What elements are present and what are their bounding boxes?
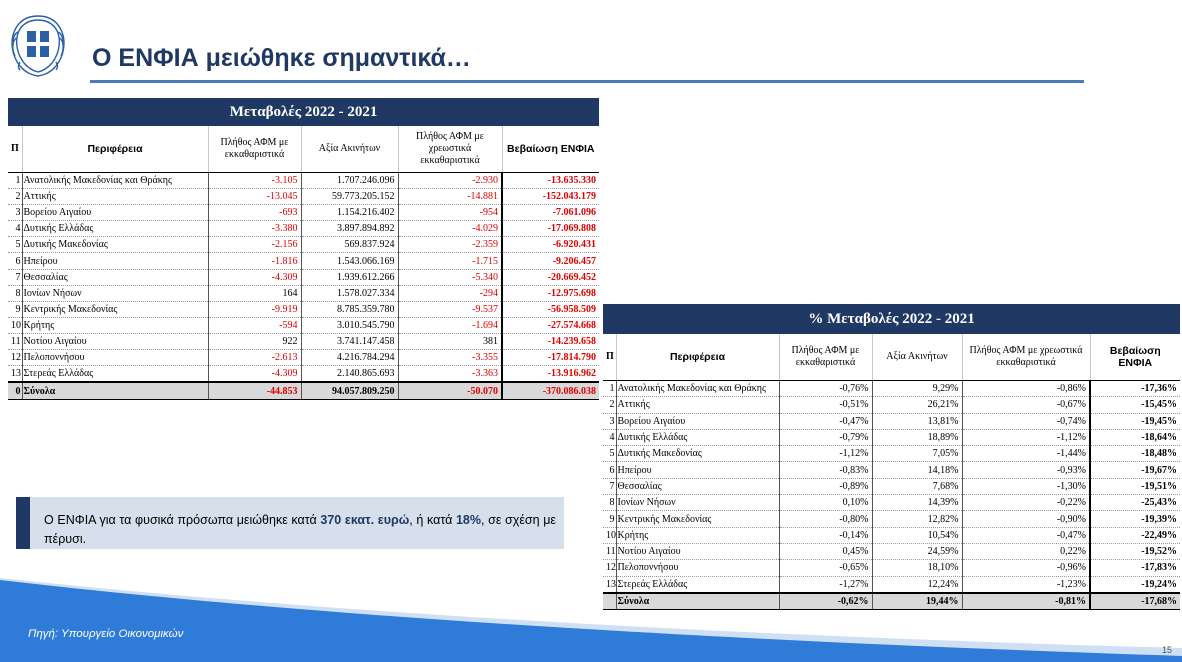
- value-cell: -0,65%: [779, 560, 872, 576]
- value-cell: -1,27%: [779, 576, 872, 593]
- table-row: [603, 511, 1180, 527]
- value-cell: -1,44%: [962, 446, 1090, 462]
- region-name: Νοτίου Αιγαίου: [616, 543, 779, 559]
- total-cell: -0,81%: [962, 593, 1090, 610]
- value-cell: -13.635.330: [502, 173, 599, 189]
- value-cell: 24,59%: [872, 543, 962, 559]
- column-header: Πλήθος ΑΦΜ με χρεωστικά εκκαθαριστικά: [962, 334, 1090, 381]
- value-cell: -15,45%: [1090, 397, 1180, 413]
- table-row: [8, 173, 599, 189]
- value-cell: -19,52%: [1090, 543, 1180, 559]
- value-cell: 18,89%: [872, 429, 962, 445]
- value-cell: -13.916.962: [502, 366, 599, 383]
- region-name: Δυτικής Ελλάδας: [616, 429, 779, 445]
- value-cell: -0,22%: [962, 495, 1090, 511]
- table-row: [8, 253, 599, 269]
- value-cell: 1.578.027.334: [301, 285, 398, 301]
- row-index: 5: [603, 446, 616, 462]
- row-index: 7: [8, 269, 22, 285]
- title-underline: [90, 80, 1084, 83]
- row-index: 10: [603, 527, 616, 543]
- value-cell: -2.359: [398, 237, 502, 253]
- value-cell: 0,45%: [779, 543, 872, 559]
- table-row: [8, 350, 599, 366]
- value-cell: -0,14%: [779, 527, 872, 543]
- value-cell: -27.574.668: [502, 317, 599, 333]
- row-index: 5: [8, 237, 22, 253]
- region-name: Πελοποννήσου: [22, 350, 208, 366]
- value-cell: -7.061.096: [502, 205, 599, 221]
- region-name: Βορείου Αιγαίου: [22, 205, 208, 221]
- value-cell: -954: [398, 205, 502, 221]
- row-index: 11: [8, 333, 22, 349]
- row-index: 11: [603, 543, 616, 559]
- value-cell: 3.741.147.458: [301, 333, 398, 349]
- row-index: 10: [8, 317, 22, 333]
- value-cell: -18,64%: [1090, 429, 1180, 445]
- row-index: 6: [8, 253, 22, 269]
- value-cell: -594: [208, 317, 301, 333]
- region-name: Δυτικής Ελλάδας: [22, 221, 208, 237]
- value-cell: -2.613: [208, 350, 301, 366]
- value-cell: -56.958.509: [502, 301, 599, 317]
- footer-wave: [0, 570, 1182, 662]
- value-cell: -22,49%: [1090, 527, 1180, 543]
- value-cell: -19,51%: [1090, 478, 1180, 494]
- region-name: Κρήτης: [22, 317, 208, 333]
- row-index: 4: [8, 221, 22, 237]
- value-cell: 922: [208, 333, 301, 349]
- value-cell: -4.309: [208, 269, 301, 285]
- total-cell: -50.070: [398, 382, 502, 400]
- value-cell: -17.069.808: [502, 221, 599, 237]
- region-name: Δυτικής Μακεδονίας: [616, 446, 779, 462]
- value-cell: -0,47%: [962, 527, 1090, 543]
- row-index: 1: [8, 173, 22, 189]
- value-cell: -0,79%: [779, 429, 872, 445]
- column-header: Πλήθος ΑΦΜ με εκκαθαριστικά: [779, 334, 872, 381]
- value-cell: 0,10%: [779, 495, 872, 511]
- value-cell: -1.715: [398, 253, 502, 269]
- region-name: Κεντρικής Μακεδονίας: [22, 301, 208, 317]
- total-row: [8, 382, 599, 400]
- region-name: Ηπείρου: [616, 462, 779, 478]
- value-cell: -1.816: [208, 253, 301, 269]
- row-index: 8: [603, 495, 616, 511]
- region-name: Ανατολικής Μακεδονίας και Θράκης: [616, 381, 779, 397]
- value-cell: -3.105: [208, 173, 301, 189]
- value-cell: -4.309: [208, 366, 301, 383]
- region-name: Στερεάς Ελλάδας: [616, 576, 779, 593]
- value-cell: 3.010.545.790: [301, 317, 398, 333]
- region-name: Κεντρικής Μακεδονίας: [616, 511, 779, 527]
- table-row: [8, 189, 599, 205]
- table-row: [603, 381, 1180, 397]
- value-cell: 1.939.612.266: [301, 269, 398, 285]
- total-label: Σύνολα: [22, 382, 208, 400]
- row-index: 2: [8, 189, 22, 205]
- total-cell: 0: [8, 382, 22, 400]
- value-cell: -0,93%: [962, 462, 1090, 478]
- region-name: Αττικής: [22, 189, 208, 205]
- value-cell: -0,90%: [962, 511, 1090, 527]
- value-cell: -1,23%: [962, 576, 1090, 593]
- value-cell: 4.216.784.294: [301, 350, 398, 366]
- value-cell: -17,36%: [1090, 381, 1180, 397]
- row-index: 1: [603, 381, 616, 397]
- source-note: Πηγή: Υπουργείο Οικονομικών: [28, 628, 184, 640]
- region-name: Στερεάς Ελλάδας: [22, 366, 208, 383]
- column-header: Αξία Ακινήτων: [872, 334, 962, 381]
- value-cell: -1,12%: [779, 446, 872, 462]
- value-cell: -19,24%: [1090, 576, 1180, 593]
- value-cell: -0,76%: [779, 381, 872, 397]
- value-cell: -1,12%: [962, 429, 1090, 445]
- region-name: Δυτικής Μακεδονίας: [22, 237, 208, 253]
- column-header: Πλήθος ΑΦΜ με χρεωστικά εκκαθαριστικά: [398, 126, 502, 173]
- value-cell: -2.930: [398, 173, 502, 189]
- value-cell: -0,89%: [779, 478, 872, 494]
- value-cell: -0,96%: [962, 560, 1090, 576]
- region-name: Αττικής: [616, 397, 779, 413]
- value-cell: -3.355: [398, 350, 502, 366]
- row-index: 4: [603, 429, 616, 445]
- value-cell: -0,74%: [962, 413, 1090, 429]
- total-label: Σύνολα: [616, 593, 779, 610]
- value-cell: -1.694: [398, 317, 502, 333]
- region-name: Ανατολικής Μακεδονίας και Θράκης: [22, 173, 208, 189]
- value-cell: 7,05%: [872, 446, 962, 462]
- value-cell: -0,51%: [779, 397, 872, 413]
- region-name: Νοτίου Αιγαίου: [22, 333, 208, 349]
- table-row: [8, 333, 599, 349]
- region-name: Κρήτης: [616, 527, 779, 543]
- row-index: 9: [603, 511, 616, 527]
- callout-text: Ο ΕΝΦΙΑ για τα φυσικά πρόσωπα μειώθηκε κατά 370 εκατ. ευρώ, ή κατά 18%, σε σχέση με πέρυσι.: [44, 513, 556, 546]
- value-cell: 18,10%: [872, 560, 962, 576]
- table-row: [8, 237, 599, 253]
- total-cell: -370.086.038: [502, 382, 599, 400]
- value-cell: -9.206.457: [502, 253, 599, 269]
- row-index: 2: [603, 397, 616, 413]
- value-cell: -9.919: [208, 301, 301, 317]
- table-row: [603, 527, 1180, 543]
- value-cell: 569.837.924: [301, 237, 398, 253]
- value-cell: 12,82%: [872, 511, 962, 527]
- row-index: 3: [603, 413, 616, 429]
- region-name: Πελοποννήσου: [616, 560, 779, 576]
- row-index: 8: [8, 285, 22, 301]
- value-cell: -9.537: [398, 301, 502, 317]
- value-cell: -14.881: [398, 189, 502, 205]
- table-row: [603, 462, 1180, 478]
- table-row: [8, 317, 599, 333]
- table-row: [603, 446, 1180, 462]
- total-cell: 19,44%: [872, 593, 962, 610]
- row-index: 13: [8, 366, 22, 383]
- table-row: [8, 301, 599, 317]
- value-cell: -3.380: [208, 221, 301, 237]
- value-cell: -6.920.431: [502, 237, 599, 253]
- value-cell: 7,68%: [872, 478, 962, 494]
- region-name: Ηπείρου: [22, 253, 208, 269]
- table-row: [8, 205, 599, 221]
- value-cell: 12,24%: [872, 576, 962, 593]
- page-number: 15: [1162, 645, 1173, 655]
- value-cell: -12.975.698: [502, 285, 599, 301]
- row-index: 12: [8, 350, 22, 366]
- row-index: 7: [603, 478, 616, 494]
- value-cell: -693: [208, 205, 301, 221]
- value-cell: 14,39%: [872, 495, 962, 511]
- value-cell: -19,39%: [1090, 511, 1180, 527]
- value-cell: -0,47%: [779, 413, 872, 429]
- row-index: 13: [603, 576, 616, 593]
- column-header: Βεβαίωση ΕΝΦΙΑ: [1090, 334, 1180, 381]
- column-header: Βεβαίωση ΕΝΦΙΑ: [502, 126, 599, 173]
- value-cell: -4.029: [398, 221, 502, 237]
- table-row: [603, 397, 1180, 413]
- value-cell: -3.363: [398, 366, 502, 383]
- column-header: Π: [8, 126, 22, 173]
- row-index: 6: [603, 462, 616, 478]
- value-cell: 10,54%: [872, 527, 962, 543]
- table-row: [8, 366, 599, 383]
- table-row: [603, 495, 1180, 511]
- total-cell: -0,62%: [779, 593, 872, 610]
- value-cell: 2.140.865.693: [301, 366, 398, 383]
- column-header: Περιφέρεια: [22, 126, 208, 173]
- value-cell: 164: [208, 285, 301, 301]
- table-row: [8, 285, 599, 301]
- table-caption: % Μεταβολές 2022 - 2021: [603, 304, 1180, 334]
- value-cell: -0,80%: [779, 511, 872, 527]
- table-row: [603, 429, 1180, 445]
- table-row: [603, 413, 1180, 429]
- value-cell: 59.773.205.152: [301, 189, 398, 205]
- value-cell: -19,67%: [1090, 462, 1180, 478]
- region-name: Ιονίων Νήσων: [616, 495, 779, 511]
- row-index: 3: [8, 205, 22, 221]
- value-cell: -294: [398, 285, 502, 301]
- table-row: [603, 543, 1180, 559]
- summary-callout: [16, 497, 564, 549]
- column-header: Πλήθος ΑΦΜ με εκκαθαριστικά: [208, 126, 301, 173]
- value-cell: 9,29%: [872, 381, 962, 397]
- total-cell: -17,68%: [1090, 593, 1180, 610]
- value-cell: -0,86%: [962, 381, 1090, 397]
- region-name: Βορείου Αιγαίου: [616, 413, 779, 429]
- value-cell: -17,83%: [1090, 560, 1180, 576]
- value-cell: -1,30%: [962, 478, 1090, 494]
- value-cell: -25,43%: [1090, 495, 1180, 511]
- value-cell: 13,81%: [872, 413, 962, 429]
- region-name: Θεσσαλίας: [616, 478, 779, 494]
- greek-coat-of-arms-icon: [6, 12, 70, 78]
- column-header: Περιφέρεια: [616, 334, 779, 381]
- percent-changes-table: [603, 304, 1180, 610]
- value-cell: 381: [398, 333, 502, 349]
- value-cell: -17.814.790: [502, 350, 599, 366]
- value-cell: -20.669.452: [502, 269, 599, 285]
- value-cell: -13.045: [208, 189, 301, 205]
- value-cell: -5.340: [398, 269, 502, 285]
- column-header: Αξία Ακινήτων: [301, 126, 398, 173]
- value-cell: 1.154.216.402: [301, 205, 398, 221]
- total-cell: 94.057.809.250: [301, 382, 398, 400]
- table-row: [603, 478, 1180, 494]
- column-header: Π: [603, 334, 616, 381]
- page-title: Ο ΕΝΦΙΑ μειώθηκε σημαντικά…: [92, 44, 471, 72]
- value-cell: -0,83%: [779, 462, 872, 478]
- value-cell: 3.897.894.892: [301, 221, 398, 237]
- region-name: Θεσσαλίας: [22, 269, 208, 285]
- changes-table: [8, 98, 599, 400]
- total-cell: -44.853: [208, 382, 301, 400]
- table-row: [8, 221, 599, 237]
- row-index: 9: [8, 301, 22, 317]
- row-index: 12: [603, 560, 616, 576]
- value-cell: -18,48%: [1090, 446, 1180, 462]
- table-row: [8, 269, 599, 285]
- value-cell: 8.785.359.780: [301, 301, 398, 317]
- callout-accent-bar: [16, 497, 30, 549]
- region-name: Ιονίων Νήσων: [22, 285, 208, 301]
- value-cell: 14,18%: [872, 462, 962, 478]
- value-cell: -19,45%: [1090, 413, 1180, 429]
- value-cell: 1.707.246.096: [301, 173, 398, 189]
- table-caption: Μεταβολές 2022 - 2021: [8, 98, 599, 126]
- value-cell: -2.156: [208, 237, 301, 253]
- value-cell: 26,21%: [872, 397, 962, 413]
- value-cell: -152.043.179: [502, 189, 599, 205]
- value-cell: 0,22%: [962, 543, 1090, 559]
- value-cell: -14.239.658: [502, 333, 599, 349]
- value-cell: 1.543.066.169: [301, 253, 398, 269]
- value-cell: -0,67%: [962, 397, 1090, 413]
